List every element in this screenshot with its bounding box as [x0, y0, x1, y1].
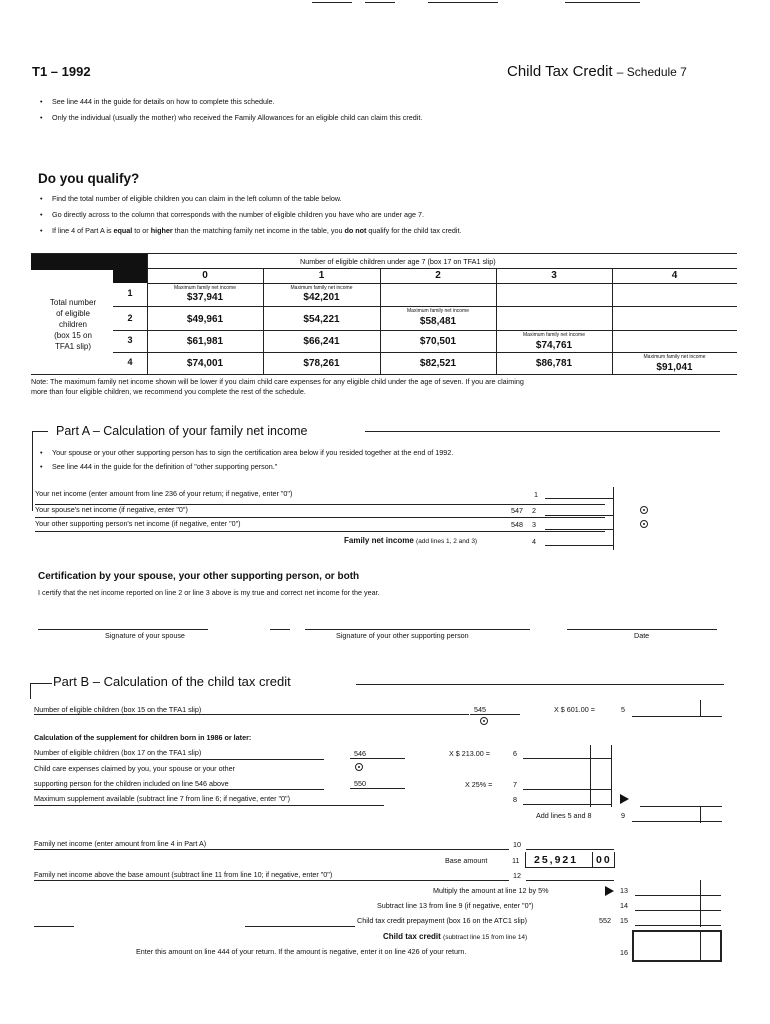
table-cell: $58,481	[419, 316, 457, 327]
row-header-line: of eligible	[56, 309, 90, 318]
base-amount-value: 25,921	[534, 854, 579, 866]
row-header-line: children	[58, 320, 87, 329]
col-head: 4	[671, 270, 678, 281]
table-cell: $74,761	[535, 340, 573, 351]
line-4-num: 4	[532, 537, 536, 546]
arrow-right-icon	[605, 886, 614, 896]
signature-line-spouse[interactable]	[38, 629, 208, 630]
scan-mark	[312, 2, 352, 3]
part-a-bullet: • See line 444 in the guide for the definition of "other supporting person."	[52, 462, 277, 471]
reference-mark-icon	[480, 717, 488, 725]
table-rule	[113, 306, 737, 307]
cert-heading: Certification by your spouse, your other supporting person, or both	[38, 571, 360, 582]
table-cell: $54,221	[303, 314, 340, 325]
intro-bullet: • Only the individual (usually the mother) who received the Family Allowances for an eligible child can claim this credit.	[52, 113, 422, 122]
line-14-num: 14	[620, 901, 628, 910]
line-6-mult: X $ 213.00 =	[449, 749, 490, 758]
date-caption: Date	[634, 631, 650, 640]
line-rule	[245, 926, 355, 927]
table-rule	[113, 352, 737, 353]
line-8-num: 8	[513, 795, 517, 804]
amount-column-rule	[611, 745, 612, 807]
max-income-caption: Maximum family net income	[643, 354, 706, 360]
line-6-amount[interactable]	[523, 749, 611, 759]
col-head: 0	[202, 270, 208, 281]
line-12-label: Family net income above the base amount (subtract line 11 from line 10; if negative, enter "0")	[34, 870, 333, 879]
line-9-num: 9	[621, 811, 625, 820]
line-2-amount[interactable]	[545, 506, 613, 516]
signature-mark	[270, 629, 290, 630]
table-cell: $61,981	[186, 336, 224, 347]
table-cell: $74,001	[186, 358, 224, 369]
line-6-input[interactable]	[350, 749, 405, 759]
base-amount-cents: 00	[596, 854, 612, 866]
scan-mark	[428, 2, 498, 3]
table-rule	[113, 330, 737, 331]
cents-divider	[590, 745, 591, 807]
line-3-code: 548	[511, 520, 523, 529]
line-rule	[640, 806, 722, 807]
table-corner-fill	[31, 253, 147, 270]
table-cell: $66,241	[303, 336, 340, 347]
cents-divider	[700, 806, 701, 823]
family-net-income-label: Family net income	[344, 536, 414, 545]
line-10-label: Family net income (enter amount from line 4 in Part A)	[34, 839, 207, 848]
line-5-code: 545	[474, 705, 486, 714]
part-rule	[32, 431, 33, 511]
cents-divider	[700, 880, 701, 927]
line-7-code: 550	[354, 779, 366, 788]
line-1-num: 1	[534, 490, 538, 499]
arrow-right-icon	[620, 794, 629, 804]
table-cell: $78,261	[303, 358, 340, 369]
line-4-amount[interactable]	[545, 536, 613, 546]
part-a-bullet: • Your spouse or your other supporting person has to sign the certification area below if you resided together at the end of 1992.	[52, 448, 453, 457]
sig-spouse-caption: Signature of your spouse	[105, 631, 185, 640]
max-income-caption: Maximum family net income	[290, 285, 353, 291]
page-title	[507, 63, 687, 80]
line-7-mult: X 25% =	[465, 780, 493, 789]
box-rule	[525, 867, 615, 868]
table-cell: $37,941	[186, 292, 224, 303]
line-7-num: 7	[513, 780, 517, 789]
line-3-amount[interactable]	[545, 520, 613, 530]
table-rule	[31, 374, 737, 375]
line-8-amount[interactable]	[523, 795, 611, 805]
line-15-num: 15	[620, 916, 628, 925]
line-6-code: 546	[354, 749, 366, 758]
form-id: T1 – 1992	[32, 64, 91, 79]
table-cell: $70,501	[419, 336, 457, 347]
title-main: Child Tax Credit	[507, 63, 613, 80]
line-8-label: Maximum supplement available (subtract line 7 from line 6; if negative, enter "0")	[34, 794, 290, 803]
table-cell: $91,041	[656, 362, 693, 373]
max-income-caption: Maximum family net income	[407, 308, 469, 314]
child-tax-credit-amount[interactable]	[632, 930, 722, 962]
max-income-caption: Maximum family net income	[523, 332, 585, 338]
line-9-amount[interactable]	[632, 811, 722, 822]
cents-divider	[700, 930, 701, 962]
part-rule	[356, 684, 724, 685]
qualify-bullet: • Go directly across to the column that corresponds with the number of eligible children you have who are under age 7.	[52, 210, 424, 219]
row-header	[33, 297, 113, 352]
line-7-input[interactable]	[350, 779, 405, 789]
reference-mark-icon	[640, 520, 648, 528]
line-13-num: 13	[620, 886, 628, 895]
col-head: 1	[318, 270, 325, 281]
intro-bullet: • See line 444 in the guide for details on how to complete this schedule.	[52, 97, 275, 106]
line-5-mult: X $ 601.00 =	[554, 705, 595, 714]
row-header-line: TFA1 slip)	[54, 342, 91, 351]
line-rule	[34, 714, 469, 715]
line-15-amount[interactable]	[635, 916, 721, 926]
line-12-amount[interactable]	[526, 871, 614, 881]
box-rule	[614, 852, 615, 867]
line-4-label	[344, 536, 477, 545]
part-rule	[32, 431, 48, 432]
table-rule	[147, 268, 737, 269]
part-b-title: Part B – Calculation of the child tax credit	[53, 674, 291, 689]
line-rule	[34, 759, 324, 760]
line-16-num: 16	[620, 948, 628, 957]
line-10-num: 10	[513, 840, 521, 849]
cert-text: I certify that the net income reported on line 2 or line 3 above is my true and correct net income for the year.	[38, 588, 380, 597]
line-6-label: Number of eligible children (box 17 on the TFA1 slip)	[34, 748, 202, 757]
table-cell: $42,201	[303, 292, 340, 303]
line-13-amount[interactable]	[635, 886, 721, 896]
box-rule	[592, 852, 593, 867]
line-6-num: 6	[513, 749, 517, 758]
row-number: 3	[127, 335, 133, 345]
line-7-amount[interactable]	[523, 780, 611, 790]
line-11-label: Base amount	[445, 856, 488, 865]
table-note: more than four eligible children, we recommend you complete the rest of the schedule.	[31, 387, 306, 396]
box-rule	[525, 852, 526, 867]
credit-label	[383, 932, 527, 941]
max-income-caption: Maximum family net income	[174, 285, 236, 291]
cents-divider	[700, 700, 701, 717]
title-sub: – Schedule 7	[616, 65, 687, 79]
line-rule	[34, 880, 509, 881]
row-number: 1	[127, 288, 133, 298]
line-rule	[34, 926, 74, 927]
line-15-label: Child tax credit prepayment (box 16 on the ATC1 slip)	[357, 916, 528, 925]
sig-other-caption: Signature of your other supporting person	[336, 631, 469, 640]
qualify-bullet: • If line 4 of Part A is equal to or higher than the matching family net income in the table, you do not qualify for the child tax credit.	[52, 226, 462, 235]
line-7-label: supporting person for the children included on line 546 above	[34, 779, 229, 788]
supplement-heading: Calculation of the supplement for children born in 1986 or later:	[34, 733, 252, 742]
reference-mark-icon	[640, 506, 648, 514]
row-number: 2	[127, 313, 133, 323]
scan-mark	[565, 2, 640, 3]
part-rule	[30, 683, 31, 699]
line-rule	[35, 531, 605, 532]
line-5-num: 5	[621, 705, 625, 714]
amount-column-rule	[613, 487, 614, 550]
line-5-label: Number of eligible children (box 15 on the TFA1 slip)	[34, 705, 202, 714]
line-2-code: 547	[511, 506, 523, 515]
signature-line-other[interactable]	[305, 629, 530, 630]
child-tax-credit-note: (subtract line 15 from line 14)	[443, 934, 528, 941]
col-head: 2	[435, 270, 441, 281]
table-cell: $86,781	[535, 358, 573, 369]
table-note: Note: The maximum family net income shown will be lower if you claim child care expenses for any eligible child under the age of seven. If you are claiming	[31, 377, 524, 386]
line-13-label: Multiply the amount at line 12 by 5%	[433, 886, 549, 895]
line-12-num: 12	[513, 871, 521, 880]
part-a-title: Part A – Calculation of your family net income	[56, 424, 308, 438]
table-corner-fill	[113, 270, 147, 283]
table-cell: $82,521	[419, 358, 457, 369]
line-7-label: Child care expenses claimed by you, your spouse or your other	[34, 764, 235, 773]
reference-mark-icon	[355, 763, 363, 771]
row-header-line: Total number	[49, 298, 97, 307]
line-2-num: 2	[532, 506, 536, 515]
line-rule	[34, 789, 324, 790]
line-14-amount[interactable]	[635, 901, 721, 911]
line-rule	[35, 517, 605, 518]
row-header-line: (box 15 on	[54, 331, 92, 340]
line-5-amount[interactable]	[632, 706, 722, 717]
line-16-label: Enter this amount on line 444 of your return. If the amount is negative, enter it on line 426 of your return.	[136, 947, 467, 956]
line-3-num: 3	[532, 520, 536, 529]
line-5-input[interactable]	[470, 705, 520, 715]
line-11-num: 11	[512, 856, 520, 865]
scan-mark	[365, 2, 395, 3]
line-15-code: 552	[599, 916, 611, 925]
table-rule	[31, 253, 737, 254]
row-number: 4	[127, 357, 133, 367]
col-head: 3	[551, 270, 557, 281]
line-2-label: Your spouse's net income (if negative, enter "0")	[35, 505, 188, 514]
line-1-label: Your net income (enter amount from line 236 of your return; if negative, enter "0")	[35, 489, 293, 498]
part-rule	[30, 683, 52, 684]
part-rule	[365, 431, 720, 432]
line-1-amount[interactable]	[545, 489, 613, 499]
line-3-label: Your other supporting person's net income (if negative, enter "0")	[35, 519, 241, 528]
line-9-label: Add lines 5 and 8	[536, 811, 592, 820]
table-col-header: Number of eligible children under age 7 (box 17 on TFA1 slip)	[300, 257, 496, 266]
child-tax-credit-label: Child tax credit	[383, 932, 441, 941]
line-14-label: Subtract line 13 from line 9 (if negative, enter "0")	[377, 901, 534, 910]
qualify-bullet: • Find the total number of eligible children you can claim in the left column of the table below.	[52, 194, 342, 203]
qualify-heading: Do you qualify?	[38, 171, 140, 186]
line-rule	[34, 849, 509, 850]
table-cell: $49,961	[186, 314, 224, 325]
line-10-amount[interactable]	[526, 840, 614, 850]
date-line[interactable]	[567, 629, 717, 630]
table-rule	[147, 283, 737, 284]
family-net-income-note: (add lines 1, 2 and 3)	[416, 538, 478, 545]
line-rule	[34, 805, 384, 806]
